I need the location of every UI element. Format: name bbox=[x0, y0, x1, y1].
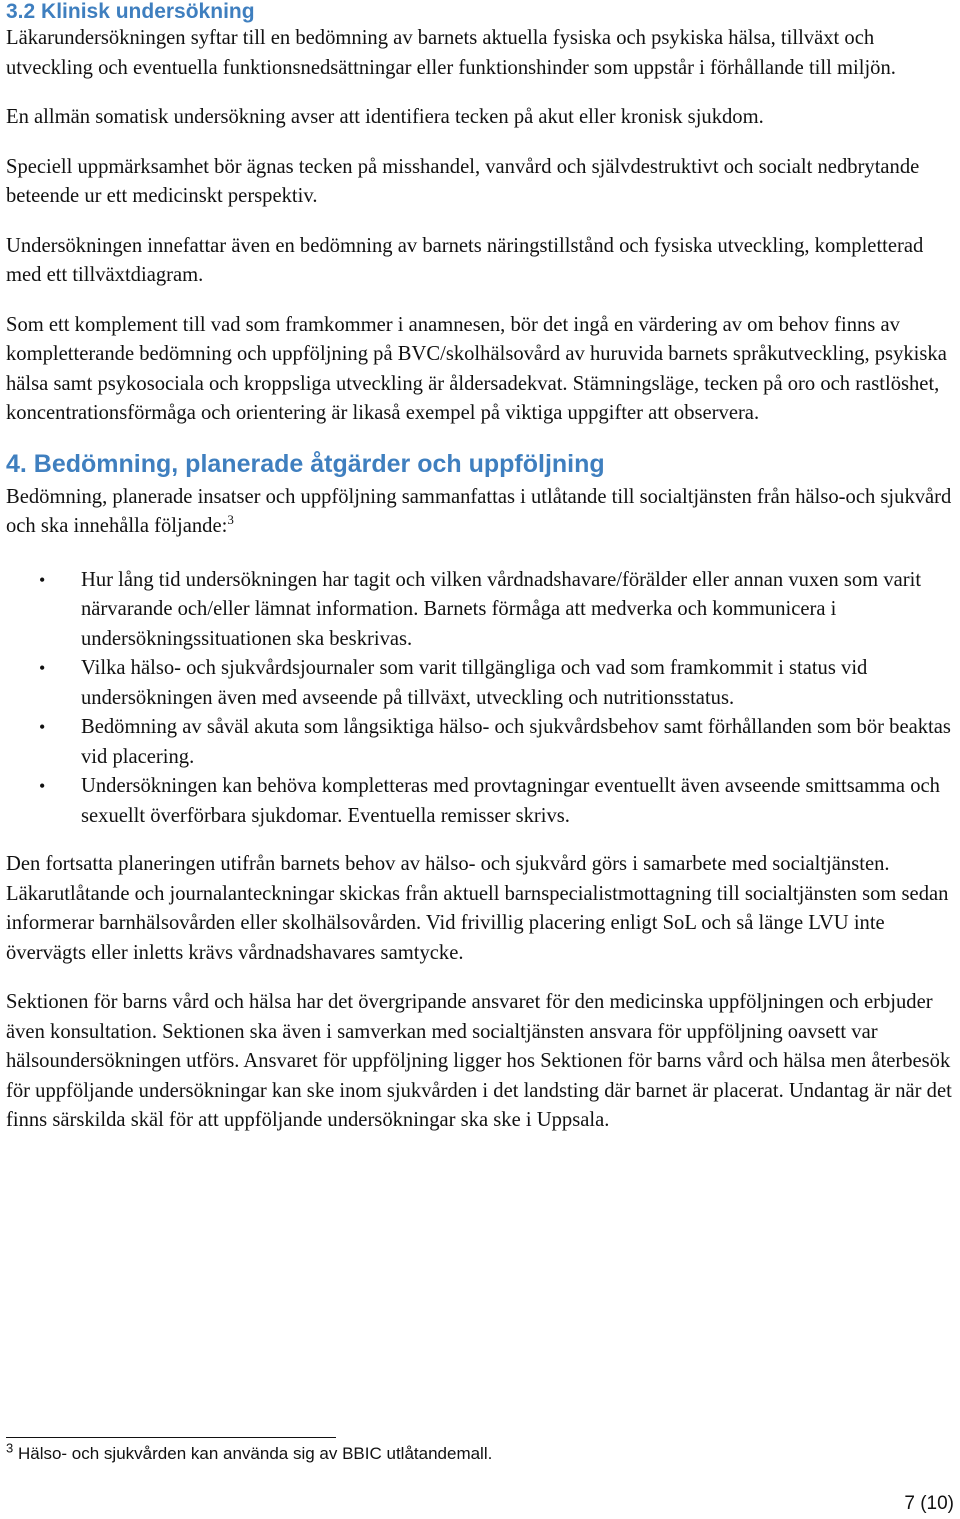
paragraph-section-4-intro bbox=[6, 483, 954, 542]
footnote-divider bbox=[6, 1437, 336, 1438]
list-item-text: Bedömning av såväl akuta som långsiktiga hälso- och sjukvårdsbehov samt förhållanden som bör beaktas vid placering. bbox=[81, 716, 951, 768]
paragraph-special-attention: Speciell uppmärksamhet bör ägnas tecken på misshandel, vanvård och självdestruktivt och socialt nedbrytande beteende ur ett medicinskt perspektiv. bbox=[6, 155, 920, 207]
list-item bbox=[6, 772, 954, 831]
paragraph-somatic-exam: En allmän somatisk undersökning avser att identifiera tecken på akut eller kronisk sjukdom. bbox=[6, 106, 764, 128]
footnote-ref[interactable]: 3 bbox=[227, 512, 234, 528]
paragraph-responsibility: Sektionen för barns vård och hälsa har det övergripande ansvaret för den medicinska uppföljningen och erbjuder även konsultation. Sektionen ska även i samverkan med socialtjänsten ansvara för uppföljning oavsett var hälsoundersökningen utförs. Ansvaret för uppföljning ligger hos Sektionen för barns vård och hälsa men återbesök för uppföljande undersökningar kan ske inom sjukvården i det landsting där barnet är placerat. Undantag är när det finns särskilda skäl för att uppföljande undersökningar ska ske i Uppsala. bbox=[6, 991, 952, 1131]
list-item-text: Vilka hälso- och sjukvårdsjournaler som varit tillgängliga och vad som framkommit i status vid undersökningen även med avseende på tillväxt, utveckling och nutritionsstatus. bbox=[81, 657, 868, 709]
bullet-icon: • bbox=[39, 658, 46, 678]
section-3-2-heading: 3.2 Klinisk undersökning bbox=[6, 0, 255, 23]
bullet-icon: • bbox=[39, 569, 46, 590]
footnote bbox=[6, 1440, 493, 1465]
footnote-text: Hälso- och sjukvården kan använda sig av BBIC utlåtandemall. bbox=[13, 1444, 493, 1463]
list-item-text: Undersökningen kan behöva kompletteras med provtagningar eventuellt även avseende smittsamma och sexuellt överförbara sjukdomar. Eventuella remisser skrivs. bbox=[81, 775, 940, 827]
list-item-text: Hur lång tid undersökningen har tagit och vilken vårdnadshavare/förälder eller annan vuxen som varit närvarande och/eller lämnat information. Barnets förmåga att medverka och kommunicera i undersökningssituationen ska beskrivas. bbox=[81, 568, 922, 650]
paragraph-nutrition: Undersökningen innefattar även en bedömning av barnets näringstillstånd och fysiska utveckling, kompletterad med ett tillväxtdiagram. bbox=[6, 234, 924, 286]
paragraph-exam-purpose: Läkarundersökningen syftar till en bedömning av barnets aktuella fysiska och psykiska hälsa, tillväxt och utveckling och eventuella funktionsnedsättningar eller funktionshinder som uppstår i förhållande till miljön. bbox=[6, 27, 896, 79]
list-item bbox=[6, 566, 954, 655]
bullet-icon: • bbox=[39, 776, 46, 796]
footnote-number: 3 bbox=[6, 1440, 14, 1456]
bullet-icon: • bbox=[39, 717, 46, 737]
intro-text: Bedömning, planerade insatser och uppföljning sammanfattas i utlåtande till socialtjänsten från hälso-och sjukvård och ska innehålla följande: bbox=[6, 485, 952, 537]
list-item bbox=[6, 654, 954, 713]
page-number: 7 (10) bbox=[904, 1493, 954, 1514]
requirements-list bbox=[6, 566, 954, 832]
section-4-heading: 4. Bedömning, planerade åtgärder och uppföljning bbox=[6, 449, 605, 478]
list-item bbox=[6, 713, 954, 772]
paragraph-complement: Som ett komplement till vad som framkommer i anamnesen, bör det ingå en värdering av om behov finns av kompletterande bedömning och uppföljning på BVC/skolhälsovård av huruvida barnets språkutveckling, psykiska hälsa samt psykosociala och kroppsliga utveckling är åldersadekvat. Stämningsläge, tecken på oro och rastlöshet, koncentrationsförmåga och orientering är likaså exempel på viktiga uppgifter att observera. bbox=[6, 313, 947, 424]
paragraph-planning: Den fortsatta planeringen utifrån barnets behov av hälso- och sjukvård görs i samarbete med socialtjänsten. Läkarutlåtande och journalanteckningar skickas från aktuell barnspecialistmottagning till socialtjänsten som sedan informerar barnhälsovården eller skolhälsovården. Vid frivillig placering enligt SoL och så länge LVU inte övervägts eller inletts krävs vårdnadshavares samtycke. bbox=[6, 853, 949, 964]
document-page bbox=[6, 0, 954, 1136]
